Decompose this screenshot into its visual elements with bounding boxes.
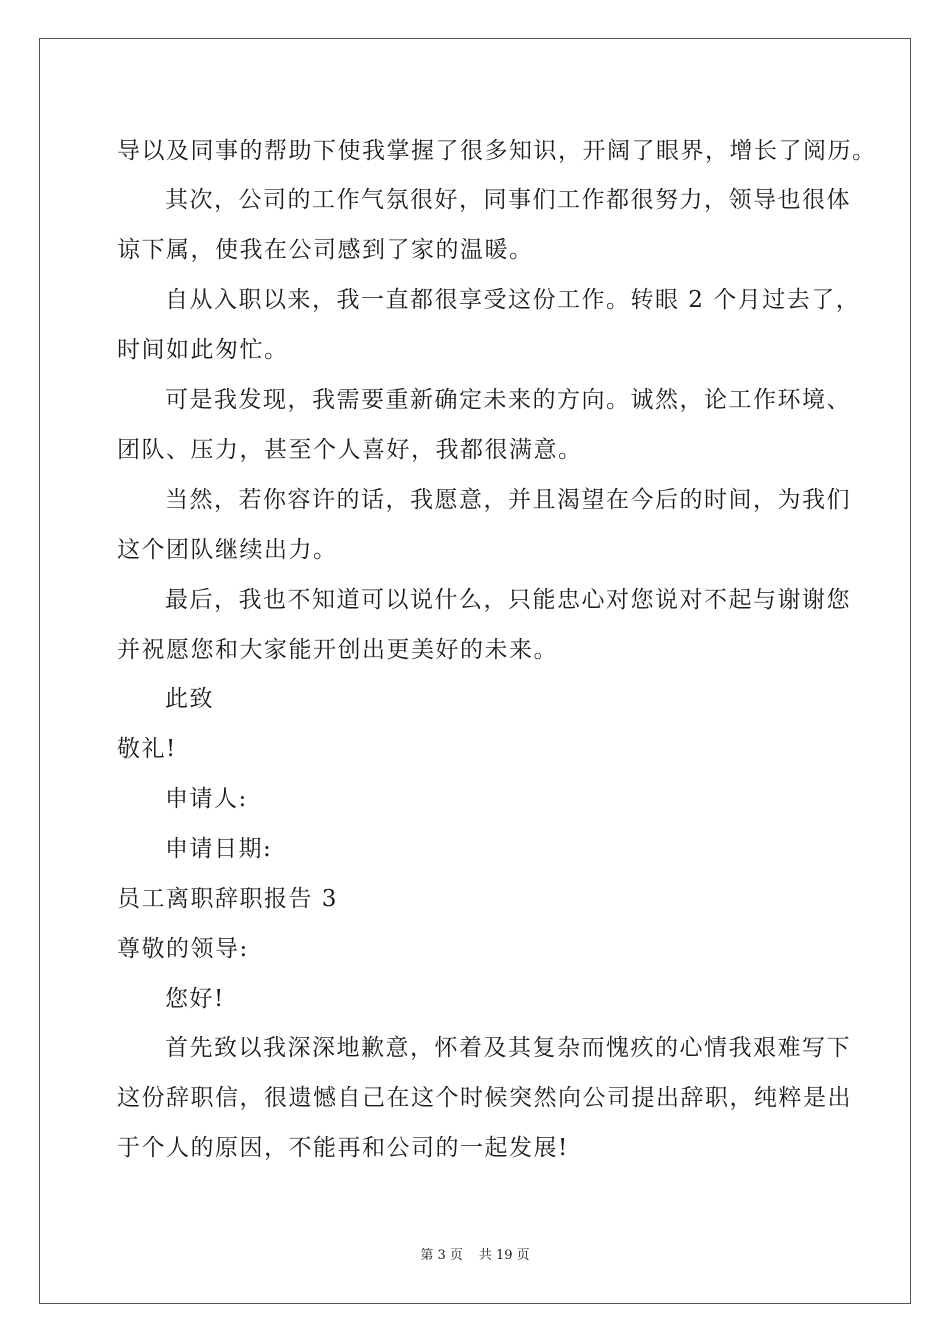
body-line: 并祝愿您和大家能开创出更美好的未来。: [117, 637, 558, 663]
page-border: [39, 38, 911, 1304]
closing-regards: 敬礼!: [117, 736, 177, 762]
body-line: 其次，公司的工作气氛很好，同事们工作都很努力，领导也很体: [165, 187, 851, 213]
body-line: 这份辞职信，很遗憾自己在这个时候突然向公司提出辞职，纯粹是出: [117, 1085, 852, 1111]
greeting-recipient: 尊敬的领导:: [117, 936, 249, 962]
applicant-label: 申请人:: [165, 786, 248, 812]
body-line: 这个团队继续出力。: [117, 537, 338, 563]
page-number: 第 3 页: [420, 1248, 463, 1263]
body-line: 最后，我也不知道可以说什么，只能忠心对您说对不起与谢谢您: [165, 587, 851, 613]
page-total: 共 19 页: [478, 1248, 530, 1263]
closing-salutation: 此致: [165, 686, 214, 712]
body-line: 团队、压力，甚至个人喜好，我都很满意。: [117, 437, 583, 463]
body-line: 于个人的原因，不能再和公司的一起发展!: [117, 1135, 569, 1161]
body-line: 时间如此匆忙。: [117, 337, 289, 363]
body-line: 可是我发现，我需要重新确定未来的方向。诚然，论工作环境、: [165, 387, 851, 413]
body-line: 导以及同事的帮助下使我掌握了很多知识，开阔了眼界，增长了阅历。: [117, 138, 877, 164]
body-line: 谅下属，使我在公司感到了家的温暖。: [117, 237, 534, 263]
application-date-label: 申请日期:: [165, 836, 273, 862]
body-line: 首先致以我深深地歉意，怀着及其复杂而愧疚的心情我艰难写下: [165, 1035, 851, 1061]
body-line: 自从入职以来，我一直都很享受这份工作。转眼 2 个月过去了，: [165, 287, 861, 313]
section-title: 员工离职辞职报告 3: [117, 886, 338, 912]
greeting: 您好!: [165, 986, 225, 1012]
body-line: 当然，若你容许的话，我愿意，并且渴望在今后的时间，为我们: [165, 487, 851, 513]
page-footer: [0, 1247, 950, 1265]
